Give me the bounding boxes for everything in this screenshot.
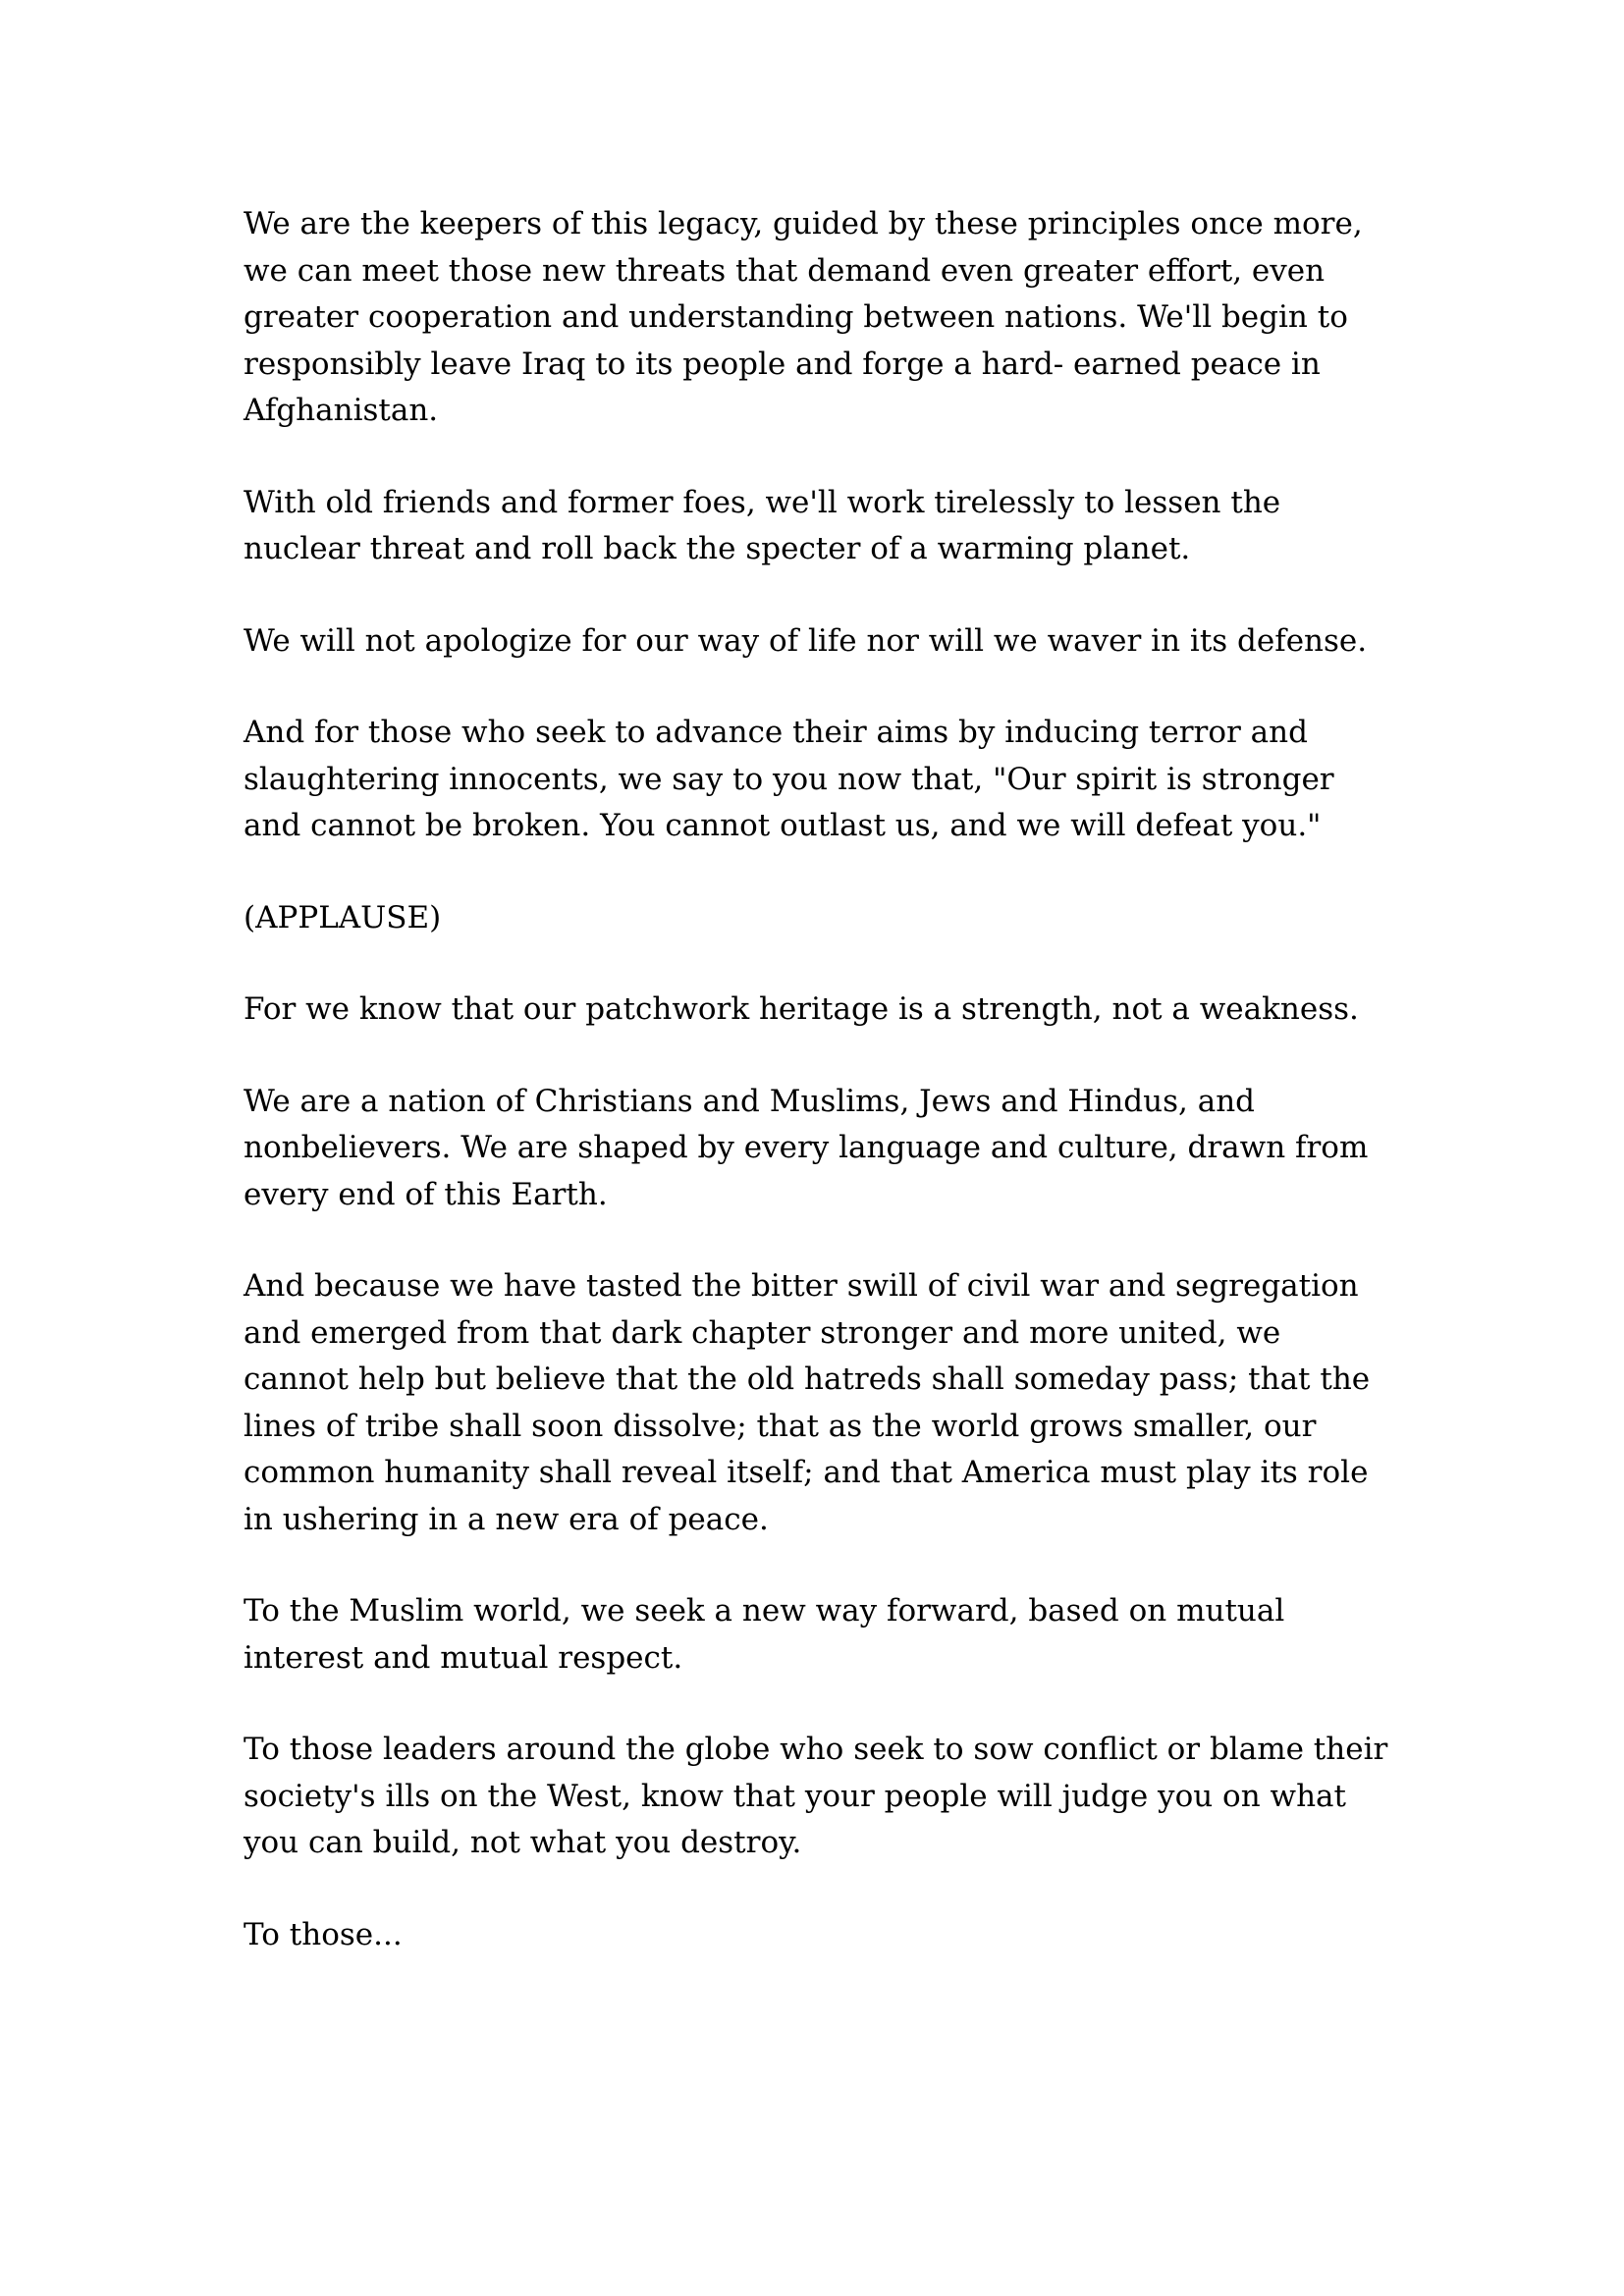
paragraph: To the Muslim world, we seek a new way forward, based on mutual interest and mutual respect. <box>244 1593 1285 1676</box>
paragraph: And because we have tasted the bitter swill of civil war and segregation and emerged from that dark chapter stronger and more united, we cannot help but believe that the old hatreds shall someday pass; that the lines of tribe shall soon dissolve; that as the world grows smaller, our common humanity shall reveal itself; and that America must play its role in ushering in a new era of peace. <box>244 1268 1371 1537</box>
paragraph: We will not apologize for our way of life nor will we waver in its defense. <box>244 622 1368 659</box>
applause-cue: (APPLAUSE) <box>244 899 442 935</box>
paragraph: With old friends and former foes, we'll work tirelessly to lessen the nuclear threat and roll back the specter of a warming planet. <box>244 484 1281 566</box>
paragraph: We are a nation of Christians and Muslims, Jews and Hindus, and nonbelievers. We are shaped by every language and culture, drawn from every end of this Earth. <box>244 1083 1369 1212</box>
paragraph: And for those who seek to advance their aims by inducing terror and slaughtering innocents, we say to you now that, "Our spirit is stronger and cannot be broken. You cannot outlast us, and we will defeat you." <box>244 715 1334 843</box>
paragraph: For we know that our patchwork heritage is a strength, not a weakness. <box>244 991 1359 1027</box>
paragraph: We are the keepers of this legacy, guided by these principles once more, we can meet those new threats that demand even greater effort, even greater cooperation and understanding between nations. We'll begin to responsibly leave Iraq to its people and forge a hard- earned peace in Afghanistan. <box>244 206 1363 428</box>
paragraph: To those leaders around the globe who seek to sow conflict or blame their society's ills on the West, know that your people will judge you on what you can build, not what you destroy. <box>244 1732 1388 1860</box>
transcript-text-block <box>244 201 1390 2003</box>
paragraph-truncated: To those... <box>244 1916 403 1952</box>
